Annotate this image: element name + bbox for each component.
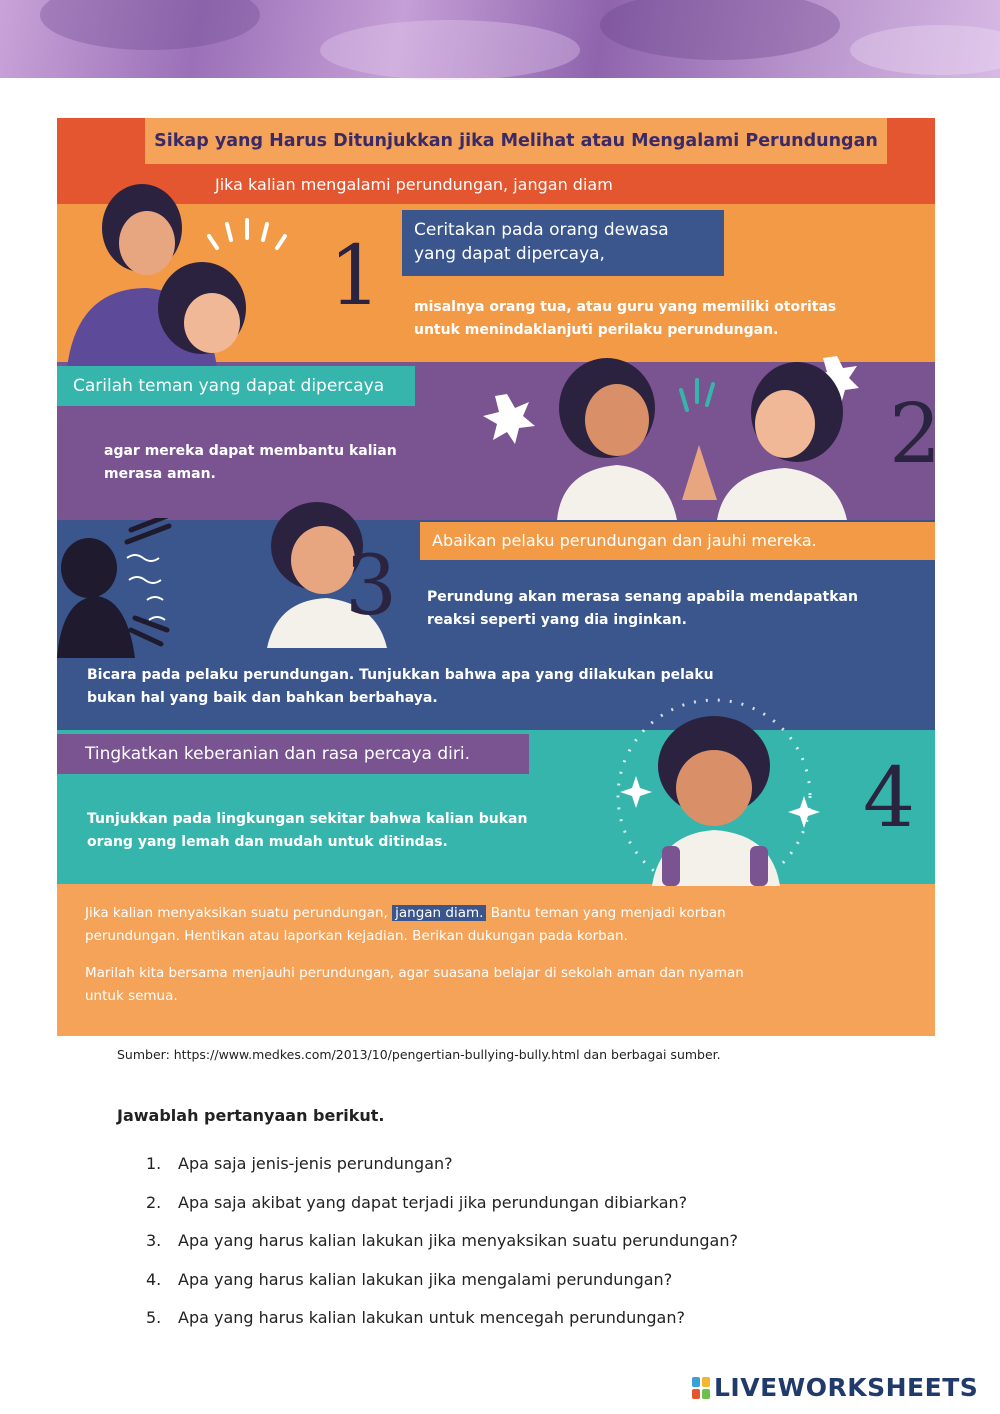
step-2-heading: Carilah teman yang dapat dipercaya [57, 366, 415, 406]
bully-shadow-illustration [57, 518, 237, 658]
closing-highlight: jangan diam. [392, 905, 486, 921]
question-item [146, 1308, 738, 1347]
source-citation: Sumber: https://www.medkes.com/2013/10/pengertian-bullying-bully.html dan berbagai sumber. [117, 1047, 721, 1062]
step-3-extra-line1: Bicara pada pelaku perundungan. Tunjukkan bahwa apa yang dilakukan pelaku [87, 667, 714, 683]
step-1-body-line1: misalnya orang tua, atau guru yang memiliki otoritas [414, 299, 837, 315]
step-4-body-line2: orang yang lemah dan mudah untuk ditindas. [87, 834, 448, 850]
question-list [146, 1154, 738, 1347]
infographic-title: Sikap yang Harus Ditunjukkan jika Melihat atau Mengalami Perundungan [145, 118, 887, 164]
closing-line3: Marilah kita bersama menjauhi perundungan, agar suasana belajar di sekolah aman dan nyaman [85, 965, 744, 981]
step-3-heading: Abaikan pelaku perundungan dan jauhi mereka. [420, 522, 935, 560]
closing-line2: perundungan. Hentikan atau laporkan kejadian. Berikan dukungan pada korban. [85, 928, 628, 944]
question-item [146, 1231, 738, 1270]
friends-high-five-illustration [467, 350, 887, 520]
step-3-body [427, 586, 858, 632]
step-4-heading: Tingkatkan keberanian dan rasa percaya diri. [57, 734, 529, 774]
step-number-3: 3 [345, 539, 398, 634]
question-number: 5. [146, 1308, 162, 1327]
closing-line1-after: Bantu teman yang menjadi korban [490, 905, 726, 921]
step-4-body-line1: Tunjukkan pada lingkungan sekitar bahwa kalian bukan [87, 811, 528, 827]
step-3-body-line1: Perundung akan merasa senang apabila mendapatkan [427, 589, 858, 605]
question-text: Apa yang harus kalian lakukan untuk mencegah perundungan? [178, 1308, 685, 1327]
bullying-infographic [57, 118, 942, 1036]
step-1-body-line2: untuk menindaklanjuti perilaku perundungan. [414, 322, 779, 338]
step-2-body-line2: merasa aman. [104, 466, 216, 482]
brand-name: LIVEWORKSHEETS [714, 1373, 979, 1402]
step-number-2: 2 [889, 387, 942, 482]
question-number: 2. [146, 1192, 162, 1212]
question-text: Apa saja jenis-jenis perundungan? [178, 1154, 453, 1173]
step-1-heading-line1: Ceritakan pada orang dewasa [414, 220, 669, 240]
question-item [146, 1270, 738, 1309]
adult-child-illustration [37, 168, 257, 368]
question-text: Apa saja akibat yang dapat terjadi jika perundungan dibiarkan? [178, 1192, 688, 1212]
step-4-body [87, 808, 527, 854]
step-number-4: 4 [863, 751, 916, 846]
question-text: Apa yang harus kalian lakukan jika menyaksikan suatu perundungan? [178, 1231, 738, 1250]
liveworksheets-icon [692, 1377, 710, 1399]
step-1-heading-line2: yang dapat dipercaya, [414, 244, 605, 264]
decorative-banner [0, 0, 1000, 78]
closing-line1 [85, 902, 925, 925]
question-number: 1. [146, 1154, 162, 1173]
step-1-body [414, 296, 836, 342]
step-number-1: 1 [329, 229, 382, 324]
alarm-lines-icon [207, 218, 287, 258]
step-1-heading [402, 210, 724, 276]
step-3-extra-line2: bukan hal yang baik dan bahkan berbahaya. [87, 690, 438, 706]
question-number: 4. [146, 1269, 162, 1289]
step-2-body [104, 440, 397, 486]
step-2-body-line1: agar mereka dapat membantu kalian [104, 443, 397, 459]
step-3-body-line2: reaksi seperti yang dia inginkan. [427, 612, 687, 628]
closing-line1-before: Jika kalian menyaksikan suatu perundungan, [85, 905, 388, 921]
liveworksheets-logo[interactable] [692, 1373, 978, 1402]
question-text: Apa yang harus kalian lakukan jika mengalami perundungan? [178, 1269, 673, 1289]
closing-line4: untuk semua. [85, 988, 178, 1004]
question-item [146, 1154, 738, 1193]
intro-text: Jika kalian mengalami perundungan, jangan diam [215, 175, 613, 194]
question-item [146, 1193, 738, 1232]
closing-text [85, 902, 925, 1008]
question-number: 3. [146, 1231, 162, 1250]
questions-title: Jawablah pertanyaan berikut. [117, 1106, 385, 1125]
confident-child-illustration [582, 696, 842, 886]
